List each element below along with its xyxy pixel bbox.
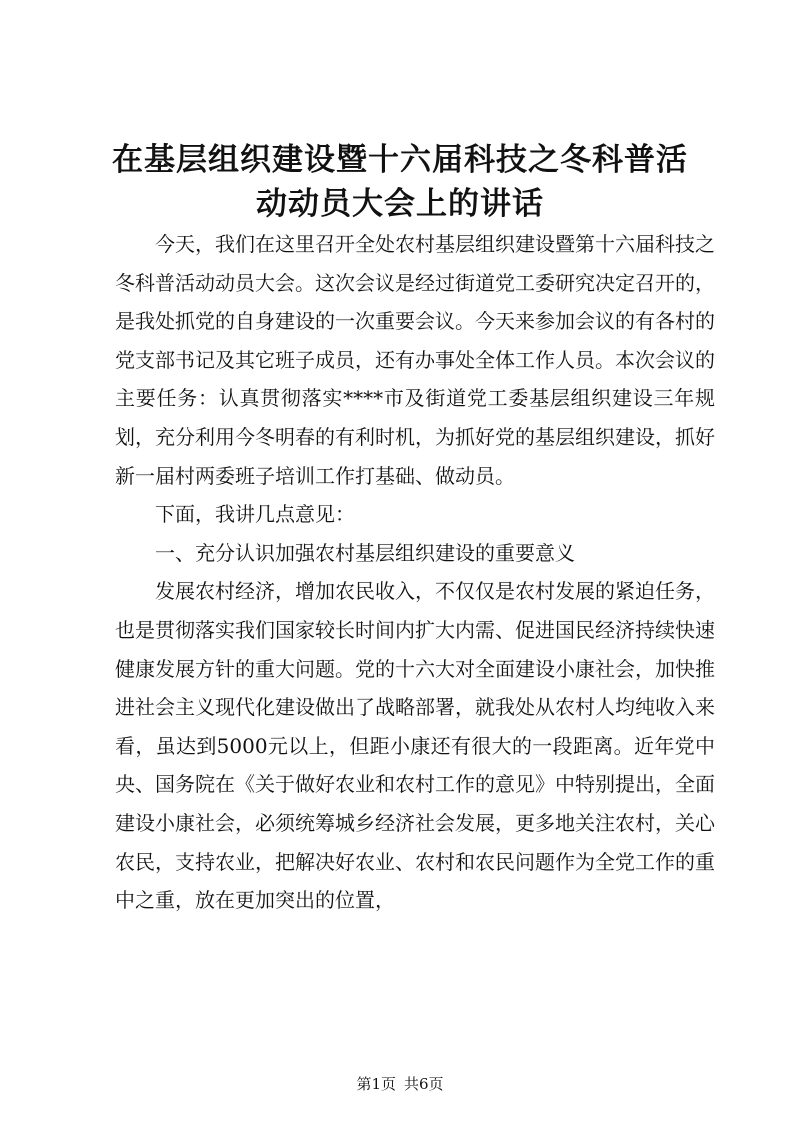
document-body	[115, 225, 715, 920]
page-total: 共6页	[404, 1075, 444, 1093]
section-heading-1: 一、充分认识加强农村基层组织建设的重要意义	[155, 540, 575, 565]
page-number: 第1页	[356, 1075, 396, 1093]
document-title: 在基层组织建设暨十六届科技之冬科普活动动员大会上的讲话	[112, 142, 688, 222]
paragraph-opening: 今天，我们在这里召开全处农村基层组织建设暨第十六届科技之冬科普活动动员大会。这次会议是经过街道党工委研究决定召开的，是我处抓党的自身建设的一次重要会议。今天来参加会议的有各村的党支部书记及其它班子成员，还有办事处全体工作人员。本次会议的主要任务：认真贯彻落实****市及街道党工委基层组织建设三年规划，充分利用今冬明春的有利时机，为抓好党的基层组织建设，抓好新一届村两委班子培训工作打基础、做动员。	[115, 232, 715, 488]
paragraph-transition: 下面，我讲几点意见：	[155, 502, 355, 527]
paragraph-section-1: 发展农村经济，增加农民收入，不仅仅是农村发展的紧迫任务，也是贯彻落实我们国家较长时间内扩大内需、促进国民经济持续快速健康发展方针的重大问题。党的十六大对全面建设小康社会，加快推进社会主义现代化建设做出了战略部署，就我处从农村人均纯收入来看，虽达到5000元以上，但距小康还有很大的一段距离。近年党中央、国务院在《关于做好农业和农村工作的意见》中特别提出，全面建设小康社会，必须统筹城乡经济社会发展，更多地关注农村，关心农民，支持农业，把解决好农业、农村和农民问题作为全党工作的重中之重，放在更加突出的位置，	[115, 579, 715, 913]
page-footer	[0, 1074, 800, 1094]
